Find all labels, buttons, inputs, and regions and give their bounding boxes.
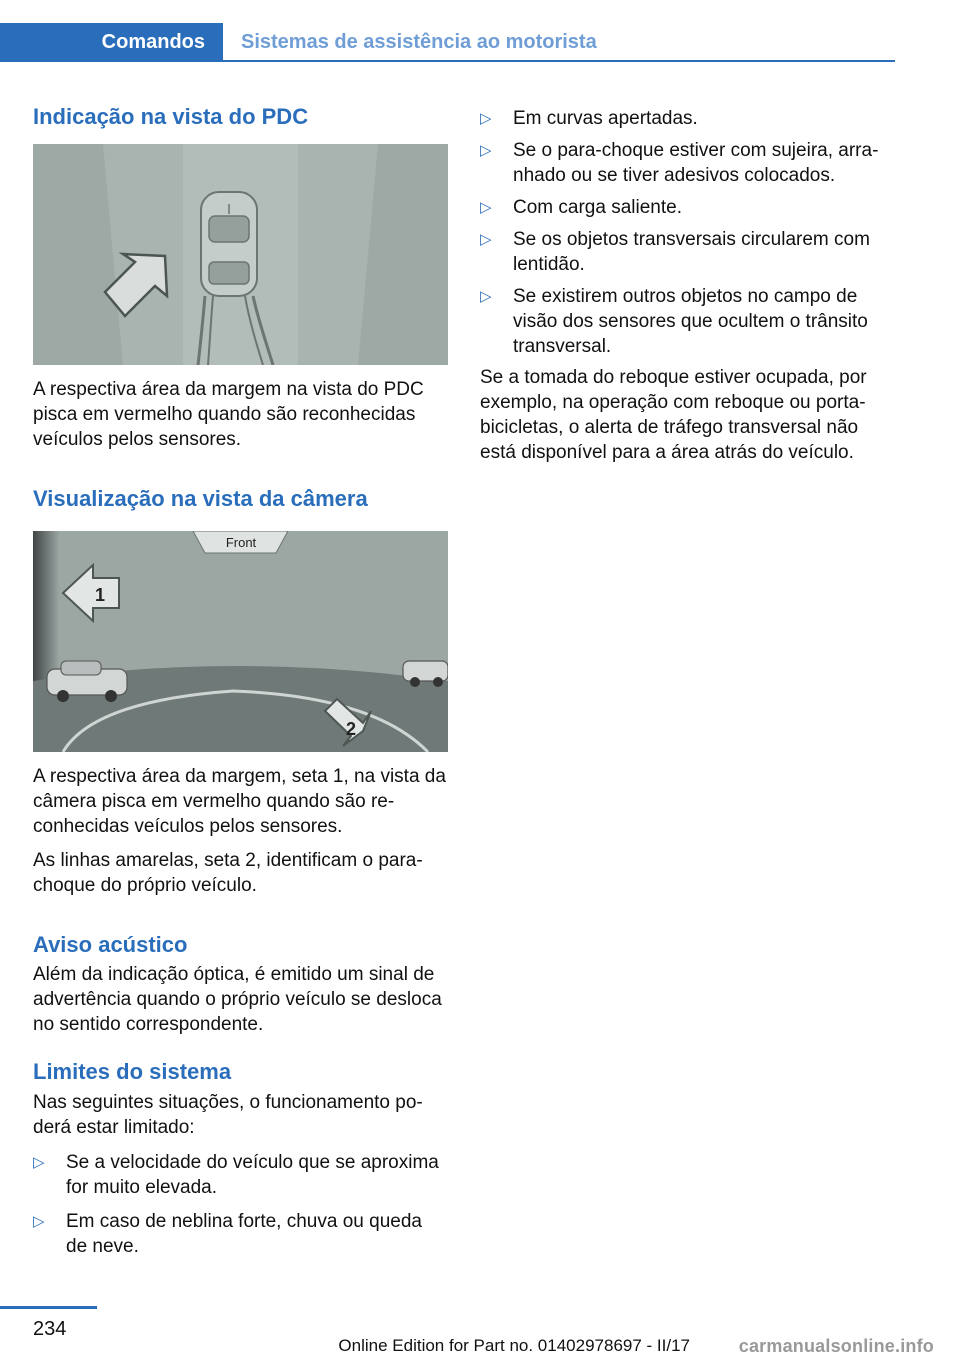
triangle-bullet-icon: ▷ <box>480 231 492 248</box>
footer-divider <box>0 1306 97 1309</box>
aviso-description: Além da indicação óptica, é emitido um sinal de advertência quando o próprio veículo se desloca no sentido correspondente. <box>33 964 442 1036</box>
pdc-view-illustration <box>33 144 448 365</box>
heading-camera: Visualização na vista da câmera <box>33 486 368 512</box>
list-item: ▷ Se existirem outros objetos no campo de visão dos sensores que ocultem o trânsito transversal. <box>480 286 868 357</box>
list-item: ▷ Em curvas apertadas. <box>480 108 698 129</box>
triangle-bullet-icon: ▷ <box>480 142 492 159</box>
svg-text:1: 1 <box>95 584 106 605</box>
heading-aviso-acustico: Aviso acústico <box>33 931 188 957</box>
list-item: ▷ Se os objetos transversais circularem com lentidão. <box>480 229 870 275</box>
reboque-description: Se a tomada do reboque estiver ocupada, por exemplo, na operação com reboque ou porta-bicicletas, o alerta de tráfego transversal não está disponível para a área atrás do veículo. <box>480 367 867 463</box>
triangle-bullet-icon: ▷ <box>480 199 492 216</box>
list-item: ▷ Se o para-choque estiver com sujeira, arranhado ou se tiver adesivos colocados. <box>480 140 879 186</box>
pdc-description: A respectiva área da margem na vista do PDC pisca em vermelho quando são reconhecidas veículos pelos sensores. <box>33 379 424 451</box>
tab-comandos[interactable]: Comandos <box>0 23 223 61</box>
triangle-bullet-icon: ▷ <box>33 1153 45 1171</box>
limites-description: Nas seguintes situações, o funcionamento poderá estar limitado: <box>33 1091 423 1138</box>
list-item: ▷ Com carga saliente. <box>480 197 682 218</box>
camera-front-label: Front <box>225 534 257 550</box>
heading-limites: Limites do sistema <box>33 1059 232 1085</box>
triangle-bullet-icon: ▷ <box>33 1212 45 1230</box>
left-column <box>33 96 448 1259</box>
triangle-bullet-icon: ▷ <box>480 288 492 305</box>
right-column <box>480 106 895 465</box>
heading-pdc: Indicação na vista do PDC <box>33 104 309 129</box>
limites-list-right <box>480 106 895 359</box>
limites-list-left <box>33 1150 448 1259</box>
page-header <box>0 0 960 64</box>
list-item: ▷ Em caso de neblina forte, chuva ou queda de neve. <box>33 1210 422 1257</box>
camera-view-illustration <box>33 531 448 752</box>
camera-description-2: As linhas amarelas, seta 2, identificam o para-choque do próprio veículo. <box>33 849 423 896</box>
car-top-icon <box>201 192 257 296</box>
svg-text:2: 2 <box>346 718 357 739</box>
list-item: ▷ Se a velocidade do veículo que se aproxima for muito elevada. <box>33 1151 439 1198</box>
page-number: 234 <box>33 1318 67 1340</box>
triangle-bullet-icon: ▷ <box>480 110 492 127</box>
camera-view-image <box>33 531 448 752</box>
camera-description-1: A respectiva área da margem, seta 1, na vista da câmera pisca em vermelho quando são reconhecidas veículos pelos sensores. <box>33 765 446 837</box>
tab-sistemas-assistencia[interactable]: Sistemas de assistência ao motorista <box>223 23 895 61</box>
header-divider <box>0 60 895 62</box>
pdc-view-image <box>33 144 448 365</box>
watermark: carmanualsonline.info <box>738 1336 934 1356</box>
edition-label: Online Edition for Part no. 01402978697 - II/17 <box>338 1336 690 1355</box>
